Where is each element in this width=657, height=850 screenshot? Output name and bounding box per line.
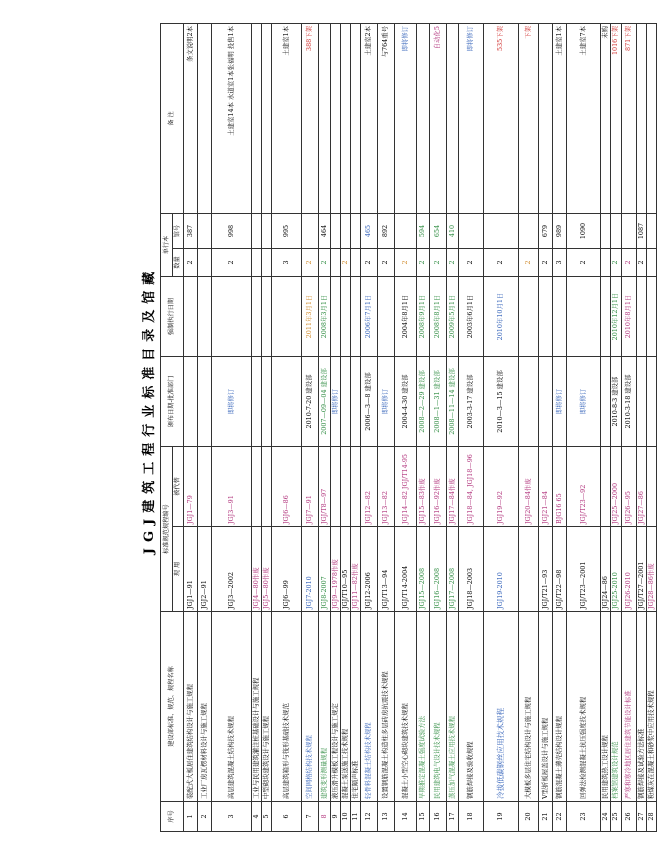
cell-shelf: 464 <box>319 214 331 249</box>
cell-approve: 2010—3—15 建设部 <box>484 357 519 447</box>
table-row <box>519 24 539 832</box>
cell-shelf <box>262 214 272 249</box>
cell-shelf <box>601 214 611 249</box>
cell-shelf <box>622 214 637 249</box>
cell-current: JGJ19-2010 <box>484 527 519 612</box>
cell-seq: 7 <box>302 802 319 832</box>
cell-seq: 13 <box>378 802 395 832</box>
cell-qty: 2 <box>447 249 459 277</box>
cell-old: JGJ25—2000 <box>611 447 622 527</box>
header-shelf: 馆号 <box>173 214 184 249</box>
cell-old: JGJ7—91 <box>302 447 319 527</box>
cell-approve <box>341 357 351 447</box>
cell-name: 中型砌块建筑设计与施工规程 <box>262 612 272 802</box>
cell-seq: 6 <box>272 802 302 832</box>
cell-current: JGJ/T14-2004 <box>395 527 417 612</box>
cell-shelf <box>351 214 361 249</box>
cell-name: 早期推定混凝土强度试验方法 <box>417 612 430 802</box>
cell-effective <box>198 277 212 357</box>
cell-effective: 2011年3月1日 <box>302 277 319 357</box>
cell-shelf: 387 <box>184 214 198 249</box>
table-row <box>184 24 198 832</box>
cell-current: JGJ12-2006 <box>361 527 378 612</box>
cell-current: JGJ/T22—98 <box>553 527 567 612</box>
cell-qty: 2 <box>519 249 539 277</box>
cell-name: 混凝土小型空心砌块建筑技术规程 <box>395 612 417 802</box>
cell-approve <box>272 357 302 447</box>
cell-shelf <box>484 214 519 249</box>
cell-qty: 2 <box>212 249 252 277</box>
cell-effective <box>351 277 361 357</box>
cell-note <box>262 24 272 214</box>
cell-qty: 2 <box>459 249 484 277</box>
cell-shelf <box>252 214 262 249</box>
cell-seq: 21 <box>539 802 553 832</box>
cell-old <box>198 447 212 527</box>
cell-approve <box>184 357 198 447</box>
cell-note: 未购 <box>601 24 611 214</box>
cell-old: JGJ26—95 <box>622 447 637 527</box>
cell-shelf: 998 <box>212 214 252 249</box>
cell-current: JGJ25-2010 <box>611 527 622 612</box>
header-note: 备 注 <box>161 24 184 214</box>
table-row <box>447 24 459 832</box>
cell-note: 下架 <box>519 24 539 214</box>
cell-approve: 即将修订 <box>331 357 341 447</box>
cell-approve: 2010-8-3 建设部 <box>611 357 622 447</box>
cell-old: JGJ15—83作废 <box>417 447 430 527</box>
cell-approve: 即将修订 <box>378 357 395 447</box>
cell-note <box>539 24 553 214</box>
cell-name: 钢筋焊接及验收规程 <box>459 612 484 802</box>
cell-seq: 2 <box>198 802 212 832</box>
cell-current: JGJ24—86 <box>601 527 611 612</box>
cell-note <box>341 24 351 214</box>
cell-seq: 10 <box>341 802 351 832</box>
table-row <box>198 24 212 832</box>
cell-qty: 2 <box>361 249 378 277</box>
cell-shelf <box>198 214 212 249</box>
table-row <box>430 24 447 832</box>
cell-name: 住宅隔声标准 <box>351 612 361 802</box>
cell-seq: 14 <box>395 802 417 832</box>
cell-name: V型折板屋盖设计与施工规程 <box>539 612 553 802</box>
cell-effective: 2008年9月1日 <box>417 277 430 357</box>
cell-current: JGJ15—2008 <box>417 527 430 612</box>
header-seq: 序号 <box>161 802 184 832</box>
cell-current: JGJ3—2002 <box>212 527 252 612</box>
cell-effective: 2004年8月1日 <box>395 277 417 357</box>
table-row <box>252 24 262 832</box>
cell-old <box>341 447 351 527</box>
cell-effective: 2003年6月1日 <box>459 277 484 357</box>
page-title: JGJ建筑工程行业标准目录及馆藏 <box>142 265 157 555</box>
cell-old: JGJ6—86 <box>272 447 302 527</box>
cell-qty: 2 <box>611 249 622 277</box>
cell-seq: 15 <box>417 802 430 832</box>
table-row <box>637 24 647 832</box>
cell-old: JGJ18—84, JGJ18—96 <box>459 447 484 527</box>
cell-name: 钢筋焊接及试验方法标准 <box>637 612 647 802</box>
cell-effective <box>637 277 647 357</box>
cell-current: JGJ16—2008 <box>430 527 447 612</box>
cell-effective: 2008年8月1日 <box>430 277 447 357</box>
cell-note: 土建室1本 <box>272 24 302 214</box>
table-row <box>341 24 351 832</box>
table-row <box>351 24 361 832</box>
cell-shelf: 1090 <box>567 214 601 249</box>
cell-old: JGJ20—84作废 <box>519 447 539 527</box>
cell-approve: 2004-4-30 建设部 <box>395 357 417 447</box>
cell-old: JGJ13—82 <box>378 447 395 527</box>
cell-seq: 25 <box>611 802 622 832</box>
table-row <box>272 24 302 832</box>
cell-qty: 2 <box>539 249 553 277</box>
cell-approve: 即将修订 <box>553 357 567 447</box>
cell-seq: 1 <box>184 802 198 832</box>
cell-qty: 2 <box>395 249 417 277</box>
cell-seq: 27 <box>637 802 647 832</box>
cell-name: 民用建筑电气设计技术规程 <box>430 612 447 802</box>
cell-name: 设置钢筋混凝土构造柱多层砖房抗震技术规程 <box>378 612 395 802</box>
cell-current: JGJ2—91 <box>198 527 212 612</box>
cell-current: JGJ18—2003 <box>459 527 484 612</box>
cell-qty <box>351 249 361 277</box>
cell-qty <box>331 249 341 277</box>
cell-seq: 5 <box>262 802 272 832</box>
cell-effective <box>184 277 198 357</box>
cell-note <box>417 24 430 214</box>
table-row <box>319 24 331 832</box>
cell-note: 土建室7本 <box>567 24 601 214</box>
header-current: 现 用 <box>173 527 184 612</box>
cell-note: 即将修订 <box>459 24 484 214</box>
cell-qty: 2 <box>341 249 351 277</box>
cell-current: JGJ6—99 <box>272 527 302 612</box>
cell-seq: 12 <box>361 802 378 832</box>
table-row <box>395 24 417 832</box>
cell-old: BJG16 65 <box>553 447 567 527</box>
header-qty: 数量 <box>173 249 184 277</box>
cell-shelf <box>459 214 484 249</box>
cell-qty: 2 <box>622 249 637 277</box>
cell-current: JGJ28—86作废 <box>647 527 657 612</box>
cell-qty <box>601 249 611 277</box>
cell-effective <box>252 277 262 357</box>
table-row <box>331 24 341 832</box>
cell-approve <box>601 357 611 447</box>
cell-current: JGJ26-2010 <box>622 527 637 612</box>
cell-name: 工业厂房瓦楞材料设计与施工规程 <box>198 612 212 802</box>
cell-current: JGJ/T21—93 <box>539 527 553 612</box>
cell-effective <box>341 277 351 357</box>
cell-shelf: 410 <box>447 214 459 249</box>
cell-approve <box>539 357 553 447</box>
cell-effective <box>262 277 272 357</box>
header-effective: 强制执行日期 <box>161 277 184 357</box>
cell-current: JGJ9—1978作废 <box>331 527 341 612</box>
header-old: 被代替 <box>173 447 184 527</box>
cell-note: 388下架 <box>302 24 319 214</box>
cell-note: 与764重号 <box>378 24 395 214</box>
cell-approve: 2006—3—8 建设部 <box>361 357 378 447</box>
table-row <box>378 24 395 832</box>
cell-seq: 18 <box>459 802 484 832</box>
cell-name: 液压滑升模板工程设计与施工规定 <box>331 612 341 802</box>
cell-note: 土建室1本 <box>553 24 567 214</box>
cell-current: JGJ4—80作废 <box>252 527 262 612</box>
cell-seq: 22 <box>553 802 567 832</box>
table-row <box>484 24 519 832</box>
cell-name: 混凝土泵送施工技术规程 <box>341 612 351 802</box>
cell-shelf: 594 <box>417 214 430 249</box>
cell-shelf <box>331 214 341 249</box>
table-row <box>539 24 553 832</box>
cell-approve: 2008—11—14 建设部 <box>447 357 459 447</box>
cell-name: 高层建筑箱形与筏形基础技术规范 <box>272 612 302 802</box>
cell-shelf <box>611 214 622 249</box>
table-row <box>567 24 601 832</box>
cell-effective: 2008年3月1日 <box>319 277 331 357</box>
cell-note <box>447 24 459 214</box>
cell-qty: 2 <box>637 249 647 277</box>
cell-seq: 9 <box>331 802 341 832</box>
cell-approve: 2003-3-17 建设部 <box>459 357 484 447</box>
cell-seq: 17 <box>447 802 459 832</box>
cell-approve: 2010-7-20 建设部 <box>302 357 319 447</box>
cell-effective: 2010年10月1日 <box>484 277 519 357</box>
cell-approve: 即将修订 <box>567 357 601 447</box>
cell-effective <box>539 277 553 357</box>
cell-old: JGJ17—84作废 <box>447 447 459 527</box>
table-row <box>302 24 319 832</box>
cell-shelf: 679 <box>539 214 553 249</box>
cell-qty: 2 <box>417 249 430 277</box>
cell-name: 钢筋混凝土薄壳结构设计规程 <box>553 612 567 802</box>
cell-approve <box>198 357 212 447</box>
table-row <box>361 24 378 832</box>
cell-effective <box>272 277 302 357</box>
cell-approve: 2008—1—31 建设部 <box>430 357 447 447</box>
cell-approve <box>262 357 272 447</box>
cell-qty: 2 <box>302 249 319 277</box>
cell-old: JGJ14—82 JGJ/T14-95 <box>395 447 417 527</box>
header-units-group: 单行本 <box>161 214 173 277</box>
cell-name: 回弹法检测混凝土抗压强度技术规程 <box>567 612 601 802</box>
cell-approve <box>647 357 657 447</box>
cell-effective <box>378 277 395 357</box>
cell-seq: 26 <box>622 802 637 832</box>
cell-name: 档案馆建筑设计规范 <box>611 612 622 802</box>
cell-qty: 2 <box>184 249 198 277</box>
cell-note: 条文说明2本 <box>184 24 198 214</box>
cell-old: JGJ1—79 <box>184 447 198 527</box>
cell-qty: 2 <box>484 249 519 277</box>
cell-old <box>262 447 272 527</box>
cell-current: JGJ8-2007 <box>319 527 331 612</box>
cell-qty: 2 <box>430 249 447 277</box>
cell-name: 严寒和寒冷地区居住建筑节能设计标准 <box>622 612 637 802</box>
cell-shelf <box>302 214 319 249</box>
cell-note: 1016下架 <box>611 24 622 214</box>
cell-name: 工业与民用建筑灌注桩基础设计与施工规程 <box>252 612 262 802</box>
cell-shelf <box>341 214 351 249</box>
cell-old <box>647 447 657 527</box>
cell-current: JGJ1—91 <box>184 527 198 612</box>
cell-effective <box>212 277 252 357</box>
cell-note <box>351 24 361 214</box>
table-row <box>601 24 611 832</box>
cell-name: 轻骨料混凝土结构技术规程 <box>361 612 378 802</box>
header-name: 建设部标准、规范、规程名称 <box>161 612 184 802</box>
cell-qty <box>647 249 657 277</box>
cell-seq: 28 <box>647 802 657 832</box>
cell-note: 871下架 <box>622 24 637 214</box>
cell-shelf: 995 <box>272 214 302 249</box>
cell-seq: 19 <box>484 802 519 832</box>
cell-note: 土建室2本 <box>361 24 378 214</box>
cell-note <box>637 24 647 214</box>
cell-effective <box>553 277 567 357</box>
cell-note: 535下架 <box>484 24 519 214</box>
cell-current: JGJ/T13—94 <box>378 527 395 612</box>
cell-seq: 20 <box>519 802 539 832</box>
cell-approve <box>519 357 539 447</box>
cell-shelf: 1087 <box>637 214 647 249</box>
cell-qty: 3 <box>272 249 302 277</box>
table-row <box>262 24 272 832</box>
cell-name: 大模板多层住宅结构设计与施工规程 <box>519 612 539 802</box>
cell-old: JGJ/T23—92 <box>567 447 601 527</box>
cell-approve <box>351 357 361 447</box>
cell-old <box>331 447 341 527</box>
cell-old: JGJ/T8—97 <box>319 447 331 527</box>
cell-name: 建筑变形测量规程 <box>319 612 331 802</box>
cell-effective <box>647 277 657 357</box>
cell-effective <box>601 277 611 357</box>
cell-approve <box>637 357 647 447</box>
cell-shelf <box>395 214 417 249</box>
cell-note: 自动化5 <box>430 24 447 214</box>
table-row <box>553 24 567 832</box>
table-row <box>459 24 484 832</box>
cell-seq: 3 <box>212 802 252 832</box>
cell-name: 高层建筑混凝土结构技术规程 <box>212 612 252 802</box>
table-row <box>622 24 637 832</box>
cell-seq: 8 <box>319 802 331 832</box>
table-row <box>647 24 657 832</box>
cell-qty <box>198 249 212 277</box>
cell-seq: 16 <box>430 802 447 832</box>
table-row <box>611 24 622 832</box>
cell-qty <box>252 249 262 277</box>
table-row <box>212 24 252 832</box>
cell-current: JGJ5—80作废 <box>262 527 272 612</box>
cell-note <box>319 24 331 214</box>
cell-seq: 23 <box>567 802 601 832</box>
cell-seq: 11 <box>351 802 361 832</box>
cell-current: JGJ11—82作废 <box>351 527 361 612</box>
cell-name: 空间网格结构技术规程 <box>302 612 319 802</box>
cell-old: JGJ21—84 <box>539 447 553 527</box>
cell-old <box>351 447 361 527</box>
cell-current: JGJ17—2008 <box>447 527 459 612</box>
cell-effective: 2010年12月1日 <box>611 277 622 357</box>
cell-qty: 3 <box>553 249 567 277</box>
cell-note <box>252 24 262 214</box>
cell-old: JGJ27—86 <box>637 447 647 527</box>
standards-table <box>160 23 657 832</box>
cell-qty: 2 <box>378 249 395 277</box>
cell-name: 民用建筑热工设计规程 <box>601 612 611 802</box>
cell-shelf: 465 <box>361 214 378 249</box>
cell-qty: 2 <box>319 249 331 277</box>
cell-note: 土建室14本 水道室1本张福明 投售1本 <box>212 24 252 214</box>
cell-note <box>331 24 341 214</box>
cell-name: 粉煤灰在混凝土和砂浆中应用技术规程 <box>647 612 657 802</box>
cell-qty: 2 <box>567 249 601 277</box>
cell-effective <box>519 277 539 357</box>
cell-old: JGJ16—92作废 <box>430 447 447 527</box>
cell-current: JGJ/T27—2001 <box>637 527 647 612</box>
cell-shelf: 989 <box>553 214 567 249</box>
cell-effective: 2009年5月1日 <box>447 277 459 357</box>
cell-note <box>647 24 657 214</box>
cell-approve: 2010-3-18 建设部 <box>622 357 637 447</box>
cell-seq: 4 <box>252 802 262 832</box>
cell-current: JGJ/T10—95 <box>341 527 351 612</box>
cell-approve: 即将修订 <box>212 357 252 447</box>
cell-old: JGJ12—82 <box>361 447 378 527</box>
cell-current: JGJ/T23—2001 <box>567 527 601 612</box>
cell-current <box>519 527 539 612</box>
cell-shelf <box>519 214 539 249</box>
cell-name: 冷拔低碳钢丝应用技术规程 <box>484 612 519 802</box>
cell-old <box>601 447 611 527</box>
cell-note: 即将修订 <box>395 24 417 214</box>
cell-effective <box>567 277 601 357</box>
cell-approve: 2007—09—04 建设部 <box>319 357 331 447</box>
cell-approve: 2008—2—29 建设部 <box>417 357 430 447</box>
cell-name: 装配式大板居住建筑结构设计与施工规程 <box>184 612 198 802</box>
cell-effective <box>331 277 341 357</box>
cell-seq: 24 <box>601 802 611 832</box>
cell-shelf: 654 <box>430 214 447 249</box>
cell-old <box>252 447 262 527</box>
cell-effective: 2010年8月1日 <box>622 277 637 357</box>
cell-name: 蒸压加气混凝土应用技术规程 <box>447 612 459 802</box>
cell-shelf: 892 <box>378 214 395 249</box>
cell-old: JGJ19—92 <box>484 447 519 527</box>
cell-current: JGJ7-2010 <box>302 527 319 612</box>
table-row <box>417 24 430 832</box>
cell-approve <box>252 357 262 447</box>
header-codes-group: 标准规范规程编号 <box>161 447 173 612</box>
cell-shelf <box>647 214 657 249</box>
cell-qty <box>262 249 272 277</box>
header-approve: 颁布日期-批准部门 <box>161 357 184 447</box>
cell-old: JGJ3—91 <box>212 447 252 527</box>
cell-note <box>198 24 212 214</box>
cell-effective: 2006年7月1日 <box>361 277 378 357</box>
